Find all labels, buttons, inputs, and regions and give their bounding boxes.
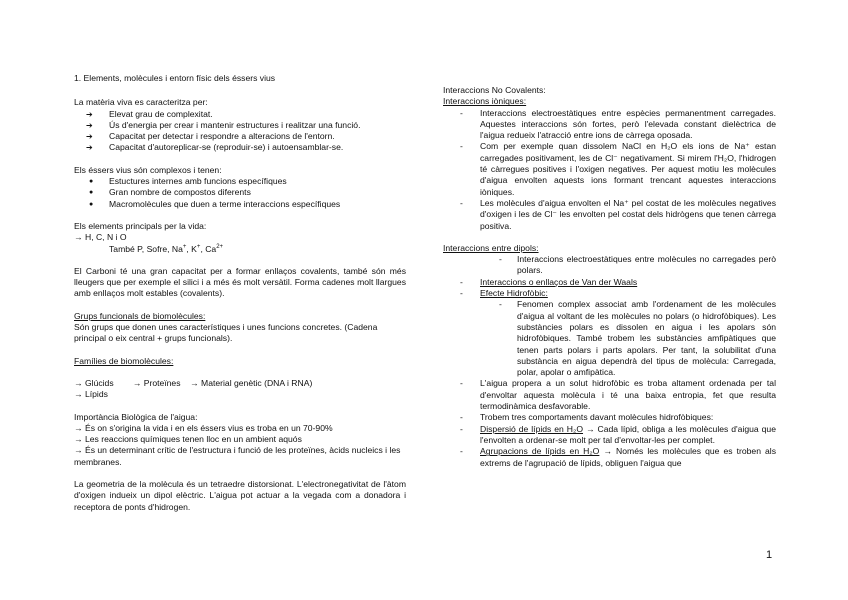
water-line: → Les reaccions químiques tenen lloc en un ambient aquós <box>74 434 302 445</box>
list-item: ● Estuctures internes amb funcions específiques <box>74 176 406 187</box>
ionic-heading: Interaccions iòniques: <box>443 96 527 107</box>
list-item: - Com per exemple quan dissolem NaCl en H₂O els ions de Na⁺ estan carregades positivament, les de Cl⁻ negativament. Si mirem l'H₂O, l'hidrogen té càrregues positives i l'oxigen negatives. Per aquest motiu les molècules d'aigua envolten aquests ions formant trencant aquestes interaccions iòniques. <box>443 141 776 197</box>
section-title: 1. Elements, molècules i entorn físic dels éssers vius <box>74 73 276 83</box>
matter-intro: La matèria viva es caracteritza per: <box>74 97 208 108</box>
list-item: ➔ Capacitat d'autoreplicar-se (reproduir-se) i autoensamblar-se. <box>74 142 406 153</box>
list-item: - L'aigua propera a un solut hidrofòbic es troba altament ordenada per tal d'envoltar aquesta molècula i té una baixa entropia, fet que resulta termodinàmica desfavorable. <box>443 378 776 412</box>
list-item: - Interaccions electroestàtiques entre molècules no carregades però polars. <box>443 254 776 277</box>
list-item: ➔ Ús d'energia per crear i mantenir estructures i realitzar una funció. <box>74 120 406 131</box>
elements-line-1: → H, C, N i O <box>74 232 127 243</box>
list-item: - Les molècules d'aigua envolten el Na⁺ pel costat de les molècules negatives d'oxigen i les de Cl⁻ les envolten pel costat dels hidrògens que tenen càrrega positiva. <box>443 198 776 232</box>
grouping-label: Agrupacions de lípids en H₂O <box>480 446 600 457</box>
beings-intro: Els éssers vius són complexos i tenen: <box>74 164 222 175</box>
dipole-heading: Interaccions entre dipols: <box>443 242 539 253</box>
list-item: - Efecte Hidrofòbic: <box>443 288 776 299</box>
families-line-2: → Lípids <box>74 389 108 400</box>
matter-list <box>74 109 406 154</box>
list-item: ➔ Elevat grau de complexitat. <box>74 109 406 120</box>
list-item <box>443 424 776 447</box>
dispersion-label: Dispersió de lípids en H₂O <box>480 423 584 434</box>
hydrophobic-list <box>443 299 776 378</box>
list-item: ● Gran nombre de compostos diferents <box>74 187 406 198</box>
functional-groups-text: Són grups que donen unes característiques i unes funcions concretes. (Cadena principal o eix central + grups funcionals). <box>74 322 378 344</box>
list-item: - Interaccions electroestàtiques entre espècies permanentment carregades. Aquestes interaccions són fortes, però l'elevada constant dielèctrica de l'aigua redueix l'atracció entre ions de càrrega oposada. <box>443 108 776 142</box>
noncovalent-heading: Interaccions No Covalents: <box>443 85 546 95</box>
functional-groups-heading: Grups funcionals de biomolècules: <box>74 310 206 321</box>
elements-line-2: També P, Sofre, Na+, K+, $Ca^{2+}$ <box>109 243 224 254</box>
hydrophobic-points <box>443 378 776 468</box>
list-item: ➔ Capacitat per detectar i respondre a alteracions de l'entorn. <box>74 131 406 142</box>
right-column <box>443 85 776 469</box>
families-line-1: → Glúcids → Proteïnes → Material genètic (DNA i RNA) <box>74 377 313 388</box>
beings-list <box>74 176 406 210</box>
list-item <box>443 446 776 469</box>
water-line: → És on s'origina la vida i en els éssers vius es troba en un 70-90% <box>74 422 333 433</box>
list-item: - Interaccions o enllaços de Van der Waals <box>443 277 776 288</box>
carbon-paragraph: El Carboni té una gran capacitat per a formar enllaços covalents, també són més lleugers que per exemple el silici i a més és molt versàtil. Forma cadenes molt llargues amb enllaços molt estables (covalents). <box>74 265 406 299</box>
list-item: - Fenomen complex associat amb l'ordenament de les molècules d'aigua al voltant de les molècules no polars (o hidrofòbiques). Les substàncies polars es dissolen en aigua i les apolars són hidrofòbiques. També trobem les substàncies amfipàtiques que tenen parts polars i parts apolars. Per tant, la solubilitat d'una substància en aigua dependrà del tipus de molècula: Carregada, polar, apolar o amfipàtica. <box>443 299 776 378</box>
page-number: 1 <box>766 549 773 561</box>
families-heading: Famílies de biomolècules: <box>74 355 174 366</box>
left-column <box>74 73 406 513</box>
list-item: ● Macromolècules que duen a terme interaccions específiques <box>74 199 406 210</box>
water-heading: Importància Biològica de l'aigua: <box>74 411 198 422</box>
water-line: → És un determinant crític de l'estructura i funció de les proteïnes, àcids nucleics i les membranes. <box>74 445 401 467</box>
dipole-sub-list <box>443 277 776 300</box>
elements-intro: Els elements principals per la vida: <box>74 220 207 231</box>
ionic-list <box>443 108 776 232</box>
dipole-list <box>443 254 776 277</box>
geometry-paragraph: La geometria de la molècula és un tetraedre distorsionat. L'electronegativitat de l'àtom d'oxigen indueix un dipol elèctric. L'aigua pot actuar a la vegada com a donadora i receptora de ponts d'hidrogen. <box>74 479 406 512</box>
dispersion-text: → Cada lípid, obliga a les molècules d'aigua que l'envolten a ordenar-se molt per tal d'envoltar-les per complet. <box>480 423 776 445</box>
grouping-text: → Només les molècules que es troben als extrems de l'agrupació de lípids, obliguen l'aigua que <box>480 446 777 468</box>
list-item: - Trobem tres comportaments davant molècules hidrofòbiques: <box>443 412 776 423</box>
